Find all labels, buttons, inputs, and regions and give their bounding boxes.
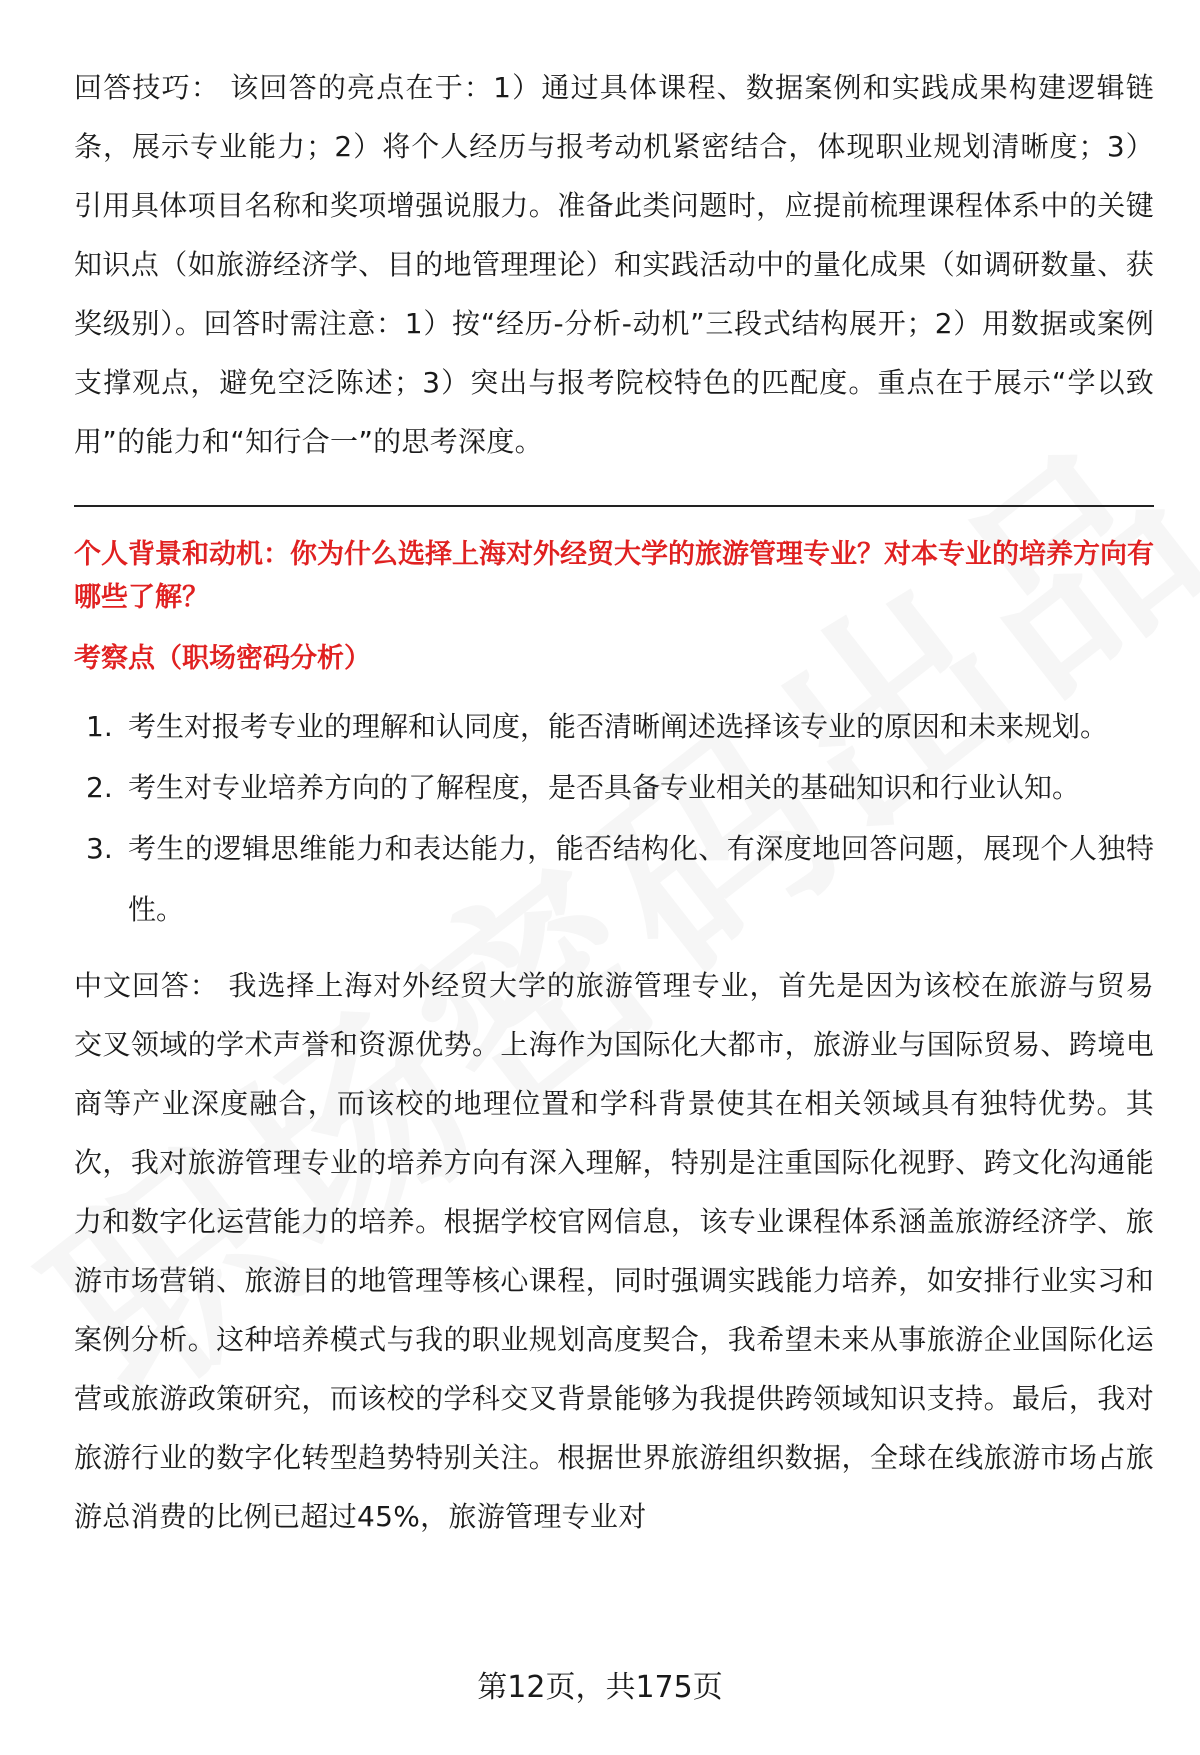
list-item-number: 1. (86, 710, 113, 743)
answer-tips-paragraph: 回答技巧： 该回答的亮点在于：1）通过具体课程、数据案例和实践成果构建逻辑链条，展示专业能力；2）将个人经历与报考动机紧密结合，体现职业规划清晰度；3）引用具体项目名称和奖项增强说服力。准备此类问题时，应提前梳理课程体系中的关键知识点（如旅游经济学、目的地管理理论）和实践活动中的量化成果（如调研数量、获奖级别）。回答时需注意：1）按“经历-分析-动机”三段式结构展开；2）用数据或案例支撑观点，避免空泛陈述；3）突出与报考院校特色的匹配度。重点在于展示“学以致用”的能力和“知行合一”的思考深度。 (74, 71, 1154, 458)
list-item (74, 757, 1154, 818)
question-title: 个人背景和动机：你为什么选择上海对外经贸大学的旅游管理专业？对本专业的培养方向有哪些了解？ (74, 539, 1154, 613)
page-number-footer: 第12页，共175页 (477, 1670, 723, 1705)
list-item-text: 考生对专业培养方向的了解程度，是否具备专业相关的基础知识和行业认知。 (128, 771, 1081, 804)
assessment-points-heading: 考察点（职场密码分析） (74, 643, 371, 674)
assessment-points-list (74, 696, 1154, 940)
chinese-answer-paragraph: 中文回答： 我选择上海对外经贸大学的旅游管理专业，首先是因为该校在旅游与贸易交叉领域的学术声誉和资源优势。上海作为国际化大都市，旅游业与国际贸易、跨境电商等产业深度融合，而该校的地理位置和学科背景使其在相关领域具有独特优势。其次，我对旅游管理专业的培养方向有深入理解，特别是注重国际化视野、跨文化沟通能力和数字化运营能力的培养。根据学校官网信息，该专业课程体系涵盖旅游经济学、旅游市场营销、旅游目的地管理等核心课程，同时强调实践能力培养，如安排行业实习和案例分析。这种培养模式与我的职业规划高度契合，我希望未来从事旅游企业国际化运营或旅游政策研究，而该校的学科交叉背景能够为我提供跨领域知识支持。最后，我对旅游行业的数字化转型趋势特别关注。根据世界旅游组织数据，全球在线旅游市场占旅游总消费的比例已超过45%，旅游管理专业对 (74, 969, 1154, 1533)
list-item-number: 3. (86, 832, 113, 865)
list-item (74, 696, 1154, 757)
list-item (74, 818, 1154, 940)
section-divider (74, 505, 1154, 507)
list-item-text: 考生对报考专业的理解和认同度，能否清晰阐述选择该专业的原因和未来规划。 (128, 710, 1109, 743)
list-item-text: 考生的逻辑思维能力和表达能力，能否结构化、有深度地回答问题，展现个人独特性。 (128, 832, 1154, 926)
document-page (74, 58, 1154, 1546)
list-item-number: 2. (86, 771, 113, 804)
